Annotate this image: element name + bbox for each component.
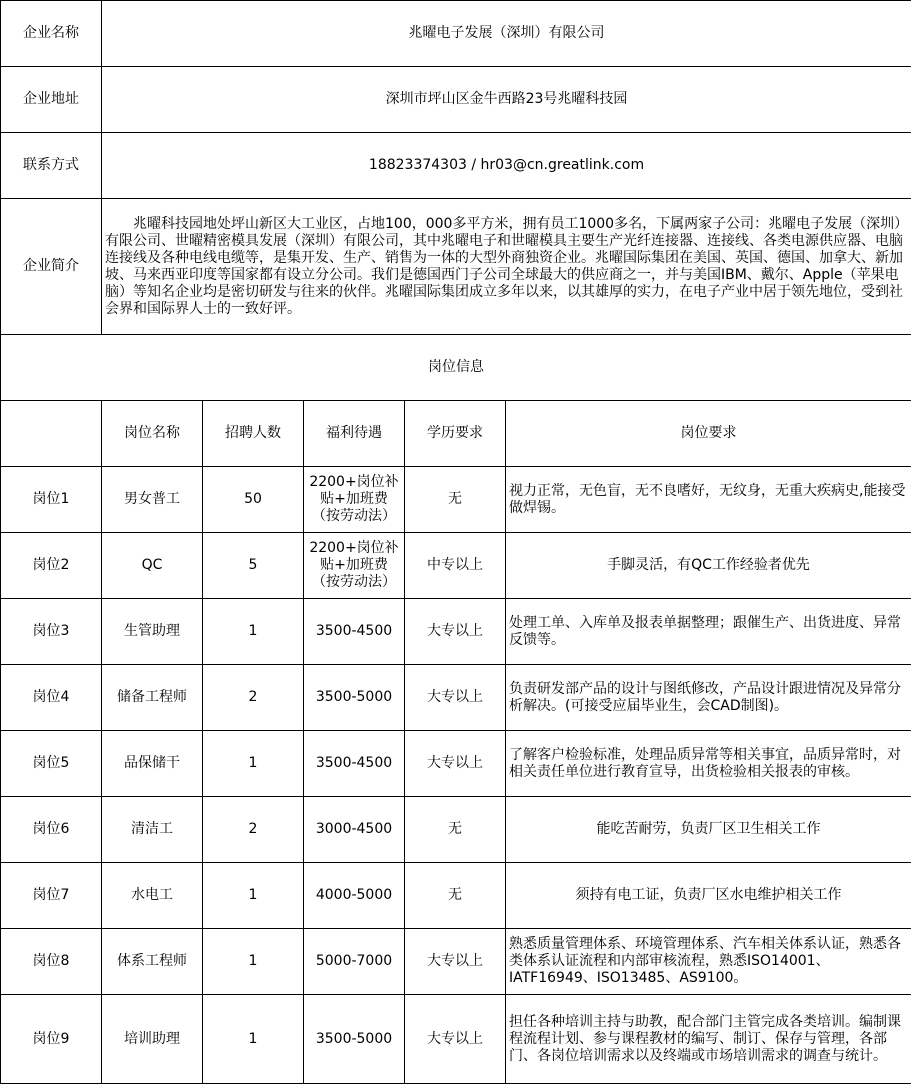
job-requirement: 了解客户检验标准，处理品质异常等相关事宜，品质异常时，对相关责任单位进行教育宣导，出货检验相关报表的审核。 (506, 731, 911, 797)
job-index: 岗位4 (1, 665, 102, 731)
job-education: 大专以上 (405, 731, 506, 797)
job-education: 无 (405, 467, 506, 533)
column-header-count: 招聘人数 (203, 401, 304, 467)
job-requirement: 须持有电工证，负责厂区水电维护相关工作 (506, 863, 911, 929)
job-name: 生管助理 (102, 599, 203, 665)
job-name: 男女普工 (102, 467, 203, 533)
table-row (1, 467, 911, 533)
column-header-benefit: 福利待遇 (304, 401, 405, 467)
job-count: 1 (203, 863, 304, 929)
job-name: QC (102, 533, 203, 599)
job-requirement: 能吃苦耐劳，负责厂区卫生相关工作 (506, 797, 911, 863)
job-name: 清洁工 (102, 797, 203, 863)
table-row (1, 599, 911, 665)
job-count: 1 (203, 995, 304, 1084)
job-education: 大专以上 (405, 929, 506, 995)
table-row (1, 797, 911, 863)
job-education: 大专以上 (405, 599, 506, 665)
job-index: 岗位3 (1, 599, 102, 665)
company-intro-row (1, 199, 911, 335)
company-name-value: 兆曜电子发展（深圳）有限公司 (102, 1, 911, 67)
table-row (1, 929, 911, 995)
job-count: 1 (203, 731, 304, 797)
column-header-name: 岗位名称 (102, 401, 203, 467)
job-benefit: 3500-5000 (304, 995, 405, 1084)
job-count: 5 (203, 533, 304, 599)
table-row (1, 731, 911, 797)
company-contact-value: 18823374303 / hr03@cn.greatlink.com (102, 133, 911, 199)
job-education: 大专以上 (405, 665, 506, 731)
job-count: 2 (203, 665, 304, 731)
job-index: 岗位7 (1, 863, 102, 929)
job-requirement: 熟悉质量管理体系、环境管理体系、汽车相关体系认证，熟悉各类体系认证流程和内部审核流程，熟悉ISO14001、IATF16949、ISO13485、AS9100。 (506, 929, 911, 995)
job-benefit: 4000-5000 (304, 863, 405, 929)
job-benefit: 3500-4500 (304, 731, 405, 797)
jobs-section-title: 岗位信息 (1, 335, 911, 401)
jobs-section-row (1, 335, 911, 401)
company-address-row (1, 67, 911, 133)
job-name: 体系工程师 (102, 929, 203, 995)
job-benefit: 3500-4500 (304, 599, 405, 665)
job-index: 岗位6 (1, 797, 102, 863)
job-count: 1 (203, 929, 304, 995)
column-header-requirement: 岗位要求 (506, 401, 911, 467)
jobs-header-row (1, 401, 911, 467)
job-name: 品保储干 (102, 731, 203, 797)
column-header-education: 学历要求 (405, 401, 506, 467)
job-requirement: 担任各种培训主持与助教，配合部门主管完成各类培训。编制课程流程计划、参与课程教材的编写、制订、保存与管理，各部门、各岗位培训需求以及终端或市场培训需求的调查与统计。 (506, 995, 911, 1084)
job-requirement: 负责研发部产品的设计与图纸修改，产品设计跟进情况及异常分析解决。(可接受应届毕业生，会CAD制图)。 (506, 665, 911, 731)
job-index: 岗位1 (1, 467, 102, 533)
job-index: 岗位2 (1, 533, 102, 599)
company-address-value: 深圳市坪山区金牛西路23号兆曜科技园 (102, 67, 911, 133)
job-index: 岗位9 (1, 995, 102, 1084)
job-education: 无 (405, 863, 506, 929)
company-name-row (1, 1, 911, 67)
job-benefit: 5000-7000 (304, 929, 405, 995)
job-requirement: 手脚灵活，有QC工作经验者优先 (506, 533, 911, 599)
job-index: 岗位8 (1, 929, 102, 995)
company-contact-row (1, 133, 911, 199)
job-benefit: 2200+岗位补贴+加班费（按劳动法） (304, 533, 405, 599)
job-education: 无 (405, 797, 506, 863)
job-count: 50 (203, 467, 304, 533)
job-education: 大专以上 (405, 995, 506, 1084)
job-count: 2 (203, 797, 304, 863)
table-row (1, 863, 911, 929)
company-intro-label: 企业简介 (1, 199, 102, 335)
company-address-label: 企业地址 (1, 67, 102, 133)
job-benefit: 3500-5000 (304, 665, 405, 731)
job-name: 培训助理 (102, 995, 203, 1084)
column-header-index (1, 401, 102, 467)
company-contact-label: 联系方式 (1, 133, 102, 199)
job-name: 水电工 (102, 863, 203, 929)
company-name-label: 企业名称 (1, 1, 102, 67)
table-row (1, 533, 911, 599)
job-education: 中专以上 (405, 533, 506, 599)
table-row (1, 995, 911, 1084)
job-name: 储备工程师 (102, 665, 203, 731)
job-index: 岗位5 (1, 731, 102, 797)
job-requirement: 处理工单、入库单及报表单据整理；跟催生产、出货进度、异常反馈等。 (506, 599, 911, 665)
job-benefit: 2200+岗位补贴+加班费（按劳动法） (304, 467, 405, 533)
company-intro-value: 兆曜科技园地处坪山新区大工业区，占地100，000多平方米，拥有员工1000多名，下属两家子公司：兆曜电子发展（深圳）有限公司、世曜精密模具发展（深圳）有限公司，其中兆曜电子和世曜模具主要生产光纤连接器、连接线、各类电源供应器、电脑连接线及各种电线电缆等，是集开发、生产、销售为一体的大型外商独资企业。兆曜国际集团在美国、英国、德国、加拿大、新加坡、马来西亚印度等国家都有设立分公司。我们是德国西门子公司全球最大的供应商之一，并与美国IBM、戴尔、Apple（苹果电脑）等知名企业均是密切研发与往来的伙伴。兆曜国际集团成立多年以来，以其雄厚的实力，在电子产业中居于领先地位，受到社会界和国际界人士的一致好评。 (102, 199, 911, 335)
job-count: 1 (203, 599, 304, 665)
job-benefit: 3000-4500 (304, 797, 405, 863)
job-requirement: 视力正常，无色盲，无不良嗜好，无纹身，无重大疾病史,能接受做焊锡。 (506, 467, 911, 533)
table-row (1, 665, 911, 731)
